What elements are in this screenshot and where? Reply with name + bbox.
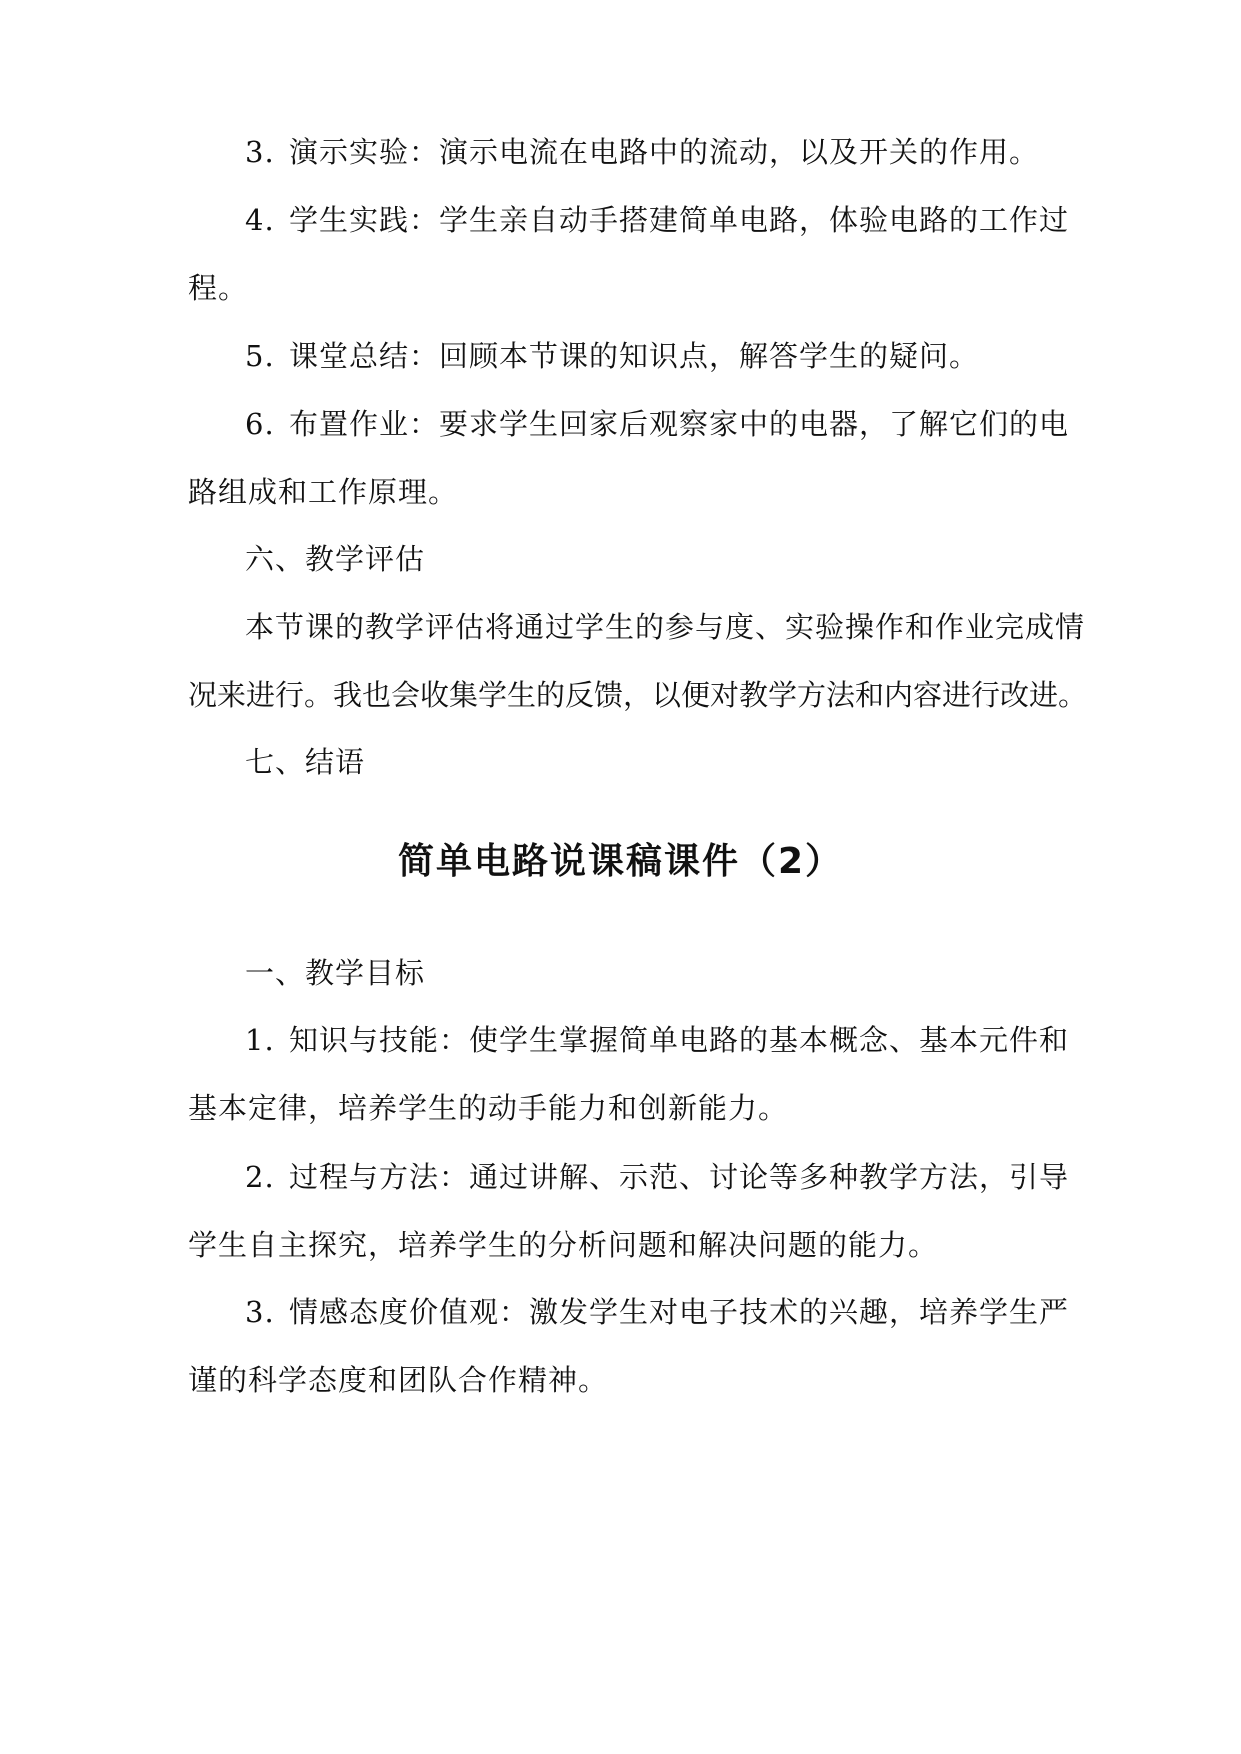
objective-number: 3. [245, 1295, 275, 1329]
objective-2-continuation: 学生自主探究，培养学生的分析问题和解决问题的能力。 [188, 1228, 939, 1262]
step-number: 4. [245, 203, 275, 237]
step-5-line [245, 336, 1053, 376]
step-6-continuation: 路组成和工作原理。 [188, 475, 459, 509]
step-4-line [245, 200, 1070, 240]
section-heading-objectives: 一、教学目标 [245, 956, 426, 990]
step-text: 学生实践：学生亲自动手搭建简单电路，体验电路的工作过 [289, 203, 1070, 237]
objective-number: 1. [245, 1023, 275, 1057]
section-heading-evaluation: 六、教学评估 [245, 542, 426, 576]
objective-text: 知识与技能：使学生掌握简单电路的基本概念、基本元件和 [289, 1023, 1070, 1057]
step-number: 5. [245, 339, 275, 373]
objective-text: 过程与方法：通过讲解、示范、讨论等多种教学方法，引导 [289, 1160, 1070, 1194]
objective-1-continuation: 基本定律，培养学生的动手能力和创新能力。 [188, 1091, 789, 1125]
step-4-continuation: 程。 [188, 271, 249, 305]
evaluation-continuation: 况来进行。我也会收集学生的反馈，以便对教学方法和内容进行改进。 [188, 678, 1088, 712]
document-title: 简单电路说课稿课件（2） [397, 841, 844, 882]
step-text: 演示实验：演示电流在电路中的流动，以及开关的作用。 [289, 135, 1040, 169]
objective-number: 2. [245, 1160, 275, 1194]
objective-2-line [245, 1157, 1070, 1197]
objective-text: 情感态度价值观：激发学生对电子技术的兴趣，培养学生严 [289, 1295, 1070, 1329]
evaluation-paragraph: 本节课的教学评估将通过学生的参与度、实验操作和作业完成情 [245, 610, 1086, 644]
step-6-line [245, 404, 1070, 444]
objective-3-continuation: 谨的科学态度和团队合作精神。 [188, 1363, 609, 1397]
step-text: 课堂总结：回顾本节课的知识点，解答学生的疑问。 [289, 339, 980, 373]
objective-1-line [245, 1020, 1070, 1060]
step-number: 6. [245, 407, 275, 441]
step-number: 3. [245, 135, 275, 169]
objective-3-line [245, 1292, 1070, 1332]
section-heading-conclusion: 七、结语 [245, 745, 366, 779]
step-text: 布置作业：要求学生回家后观察家中的电器，了解它们的电 [289, 407, 1070, 441]
step-3-line [245, 132, 1053, 172]
